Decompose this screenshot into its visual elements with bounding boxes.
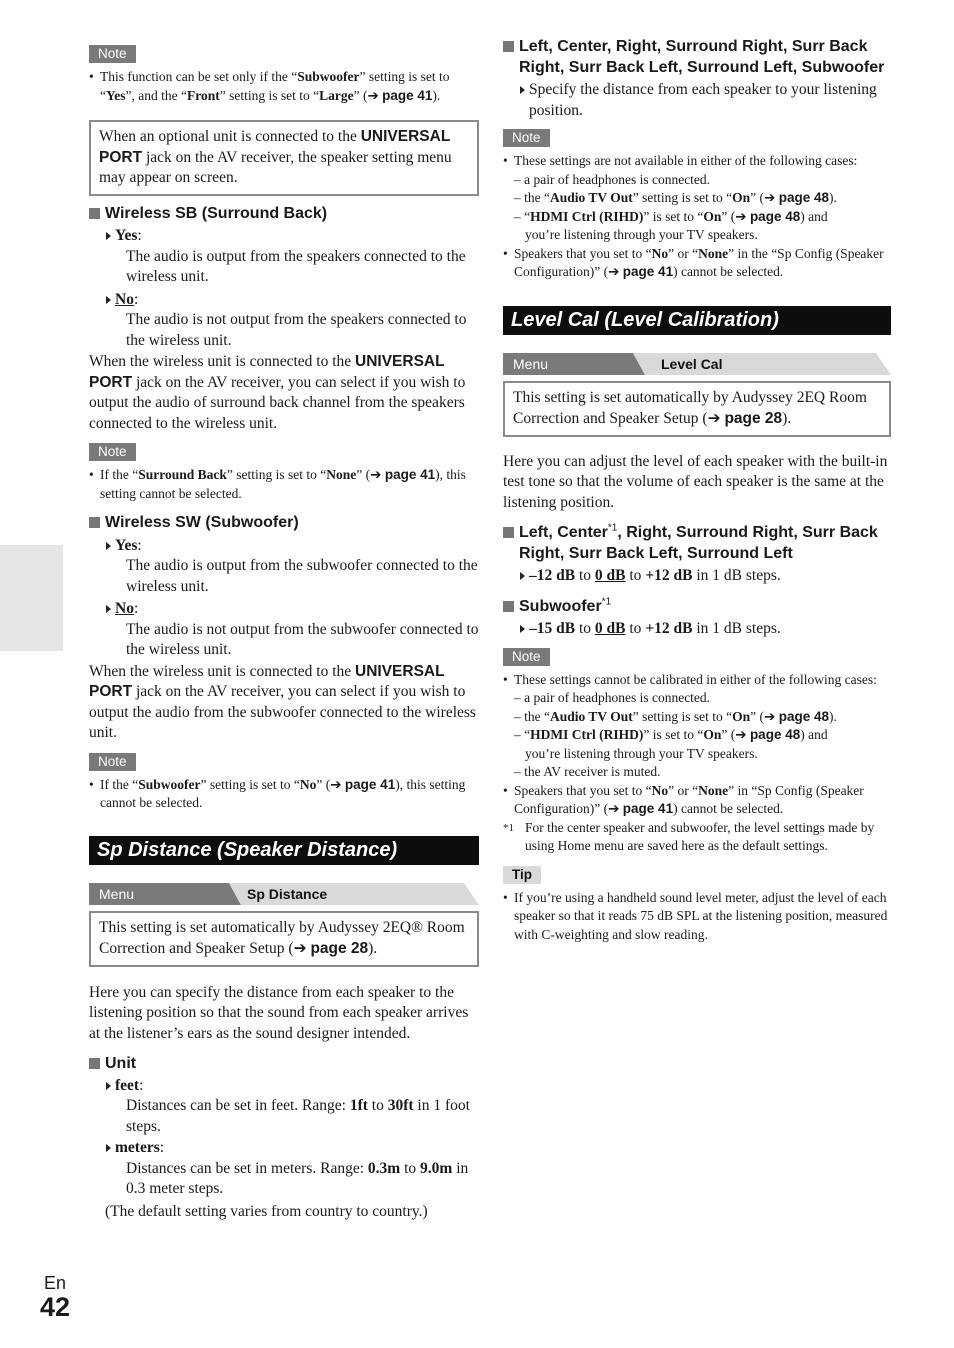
triangle-right-icon [106,605,111,613]
triangle-right-icon [106,542,111,550]
tip-list [503,889,891,945]
page-link[interactable]: page 48 [749,208,801,224]
paragraph: Here you can specify the distance from each speaker to the listening position so that the sound from each speaker arrives at the listener’s ears as the sound designer intended. [89,983,469,1042]
menu-value: Level Cal [661,355,723,372]
speakers-heading: Left, Center, Right, Surround Right, Surr Back Right, Surr Back Left, Surround Left, Subwoofer [503,37,891,78]
menu-path-bar [503,353,891,375]
page-link[interactable]: page 41 [622,264,674,279]
side-tab [0,545,63,651]
universal-port-box: When an optional unit is connected to the UNIVERSAL PORT jack on the AV receiver, the speaker setting menu may appear on screen. [89,120,479,196]
tip-item: • If you’re using a handheld sound level meter, adjust the level of each speaker so that it reads 75 dB SPL at the listening position, measured with C-weighting and slow reading. [503,889,891,945]
option-no: No: [89,599,479,620]
square-bullet-icon [89,208,100,219]
page-number: 42 [40,1292,71,1322]
note-tag: Note [89,753,136,771]
subwoofer-heading: Subwoofer$^{*1}$ [503,597,891,618]
note-subitem: – “HDMI Ctrl (RIHD)” is set to “On” (➔ page 48) and [514,208,828,225]
arrow-right-icon: ➔ [608,264,620,280]
note-list [503,152,891,282]
level-range-2: –15 dB to 0 dB to +12 dB in 1 dB steps. [503,619,891,640]
note-tag: Note [89,45,136,63]
auto-setting-box: This setting is set automatically by Audyssey 2EQ® Room Correction and Speaker Setup (➔ page 28). [89,911,479,967]
default-setting-note: (The default setting varies from country to country.) [105,1202,428,1220]
note-subitem: – the “Audio TV Out” setting is set to “On” (➔ page 48). [514,190,837,206]
menu-label: Menu [99,885,135,902]
option-yes: Yes: [89,536,479,557]
note-item: • If the “Subwoofer” setting is set to “No” (➔ page 41), this setting cannot be selected. [89,776,479,813]
note-subitem: – the AV receiver is muted. [514,764,661,779]
note-list [503,671,891,819]
square-bullet-icon [503,41,514,52]
menu-path-bar [89,883,479,905]
note-subitem: – a pair of headphones is connected. [514,171,711,187]
footnote-marker: *1 [503,821,514,834]
section-title-sp-distance: Sp Distance (Speaker Distance) [89,836,479,865]
page-link[interactable]: page 48 [778,708,830,724]
option-yes: Yes: [89,226,479,247]
triangle-right-icon [106,232,111,240]
page-link[interactable]: page 28 [724,410,783,427]
option-description: The audio is not output from the speakers connected to the wireless unit. [126,311,467,349]
note-item: • Speakers that you set to “No” or “None” in “Sp Config (Speaker Configuration)” (➔ page 41) cannot be selected. [503,782,891,819]
option-description: The audio is output from the speakers connected to the wireless unit. [126,247,466,285]
page-language: En [44,1273,67,1293]
note-subitem-cont: you’re listening through your TV speakers. [525,745,758,761]
note-subitem: – “HDMI Ctrl (RIHD)” is set to “On” (➔ page 48) and [514,727,828,743]
arrow-right-icon: ➔ [735,208,747,225]
paragraph: Here you can adjust the level of each speaker with the built-in test tone so that the volume of each speaker is the same at the listening position. [503,452,888,511]
menu-value: Sp Distance [247,885,328,902]
square-bullet-icon [503,527,514,538]
option-feet: feet: [89,1076,479,1097]
level-speakers-heading: Left, Center$^{*1}$, Right, Surround Right, Surr Back Right, Surr Back Left, Surround Left [503,523,891,564]
note-item: • Speakers that you set to “No” or “None” in the “Sp Config (Speaker Configuration)” (➔ page 41) cannot be selected. [503,245,891,282]
option-meters: meters: [89,1138,479,1159]
option-description: Distances can be set in feet. Range: 1ft to 30ft in 1 foot steps. [126,1097,470,1135]
page-link[interactable]: page 41 [382,87,433,103]
square-bullet-icon [89,517,100,528]
arrow-right-icon: ➔ [367,87,379,104]
page-link[interactable]: page 41 [344,776,396,792]
unit-heading: Unit [89,1054,479,1075]
note-list [89,68,479,105]
page-link[interactable]: page 41 [622,801,674,816]
speakers-description: Specify the distance from each speaker to your listening position. [503,80,891,121]
note-list [89,776,479,813]
paragraph: When the wireless unit is connected to the UNIVERSAL PORT jack on the AV receiver, you can select if you wish to output the audio of surround back channel from the speakers connected to the wireless unit. [89,353,466,432]
arrow-right-icon: ➔ [764,190,776,206]
triangle-right-icon [520,86,525,94]
auto-setting-box: This setting is set automatically by Audyssey 2EQ Room Correction and Speaker Setup (➔ page 28). [503,381,891,437]
note-subitem: – the “Audio TV Out” setting is set to “On” (➔ page 48). [514,708,837,725]
triangle-right-icon [520,625,525,633]
arrow-right-icon: ➔ [608,801,620,817]
page-link[interactable]: page 48 [749,727,801,742]
note-subitem-cont: you’re listening through your TV speakers. [525,227,758,242]
note-subitem: – a pair of headphones is connected. [514,690,711,705]
option-no: No: [89,290,479,311]
option-description: The audio is output from the subwoofer connected to the wireless unit. [126,557,478,595]
note-item: • These settings are not available in either of the following cases: – a pair of headphones is connected. – the “Audio TV Out” setting is set to “On” (➔ page 48). – “HDMI Ctrl (RIHD)” is set to “On” (➔ page 48) and you’re listening through your TV speakers. [503,152,891,245]
option-description: Distances can be set in meters. Range: 0.3m to 9.0m in 0.3 meter steps. [126,1159,469,1197]
triangle-right-icon [106,1082,111,1090]
note-item: • These settings cannot be calibrated in either of the following cases: – a pair of headphones is connected. – the “Audio TV Out” setting is set to “On” (➔ page 48). – “HDMI Ctrl (RIHD)” is set to “On” (➔ page 48) and you’re listening through your TV speakers. – the AV receiver is muted. [503,671,891,782]
square-bullet-icon [89,1058,100,1069]
note-tag: Note [503,129,550,147]
page-link[interactable]: page 28 [310,940,369,957]
wireless-sw-heading: Wireless SW (Subwoofer) [89,513,479,534]
arrow-right-icon: ➔ [293,939,307,957]
option-description: The audio is not output from the subwoofer connected to the wireless unit. [126,620,479,658]
footnote: *1 For the center speaker and subwoofer, the level settings made by using Home menu are saved here as the default settings. [503,819,875,853]
left-column [89,40,479,1222]
right-column [503,40,891,944]
arrow-right-icon: ➔ [330,776,342,793]
note-list [89,466,479,503]
triangle-right-icon [106,296,111,304]
note-item: • If the “Surround Back” setting is set to “None” (➔ page 41), this setting cannot be selected. [89,466,479,503]
arrow-right-icon: ➔ [370,467,382,483]
arrow-right-icon: ➔ [764,708,776,725]
level-range-1: –12 dB to 0 dB to +12 dB in 1 dB steps. [503,566,891,587]
page-link[interactable]: page 41 [384,467,436,482]
note-tag: Note [89,443,136,461]
note-tag: Note [503,648,550,666]
tip-tag: Tip [503,866,541,884]
arrow-right-icon: ➔ [707,409,721,427]
square-bullet-icon [503,601,514,612]
triangle-right-icon [106,1144,111,1152]
menu-label: Menu [513,355,549,372]
page-link[interactable]: page 48 [778,190,830,205]
wireless-sb-heading: Wireless SB (Surround Back) [89,204,479,225]
paragraph: When the wireless unit is connected to the UNIVERSAL PORT jack on the AV receiver, you can select if you wish to output the audio from the subwoofer connected to the wireless unit. [89,662,476,741]
note-item: • This function can be set only if the “Subwoofer” setting is set to “Yes”, and the “Front” setting is set to “Large” (➔ page 41). [89,68,479,105]
arrow-right-icon: ➔ [735,727,747,743]
triangle-right-icon [520,572,525,580]
section-title-level-cal: Level Cal (Level Calibration) [503,306,891,335]
